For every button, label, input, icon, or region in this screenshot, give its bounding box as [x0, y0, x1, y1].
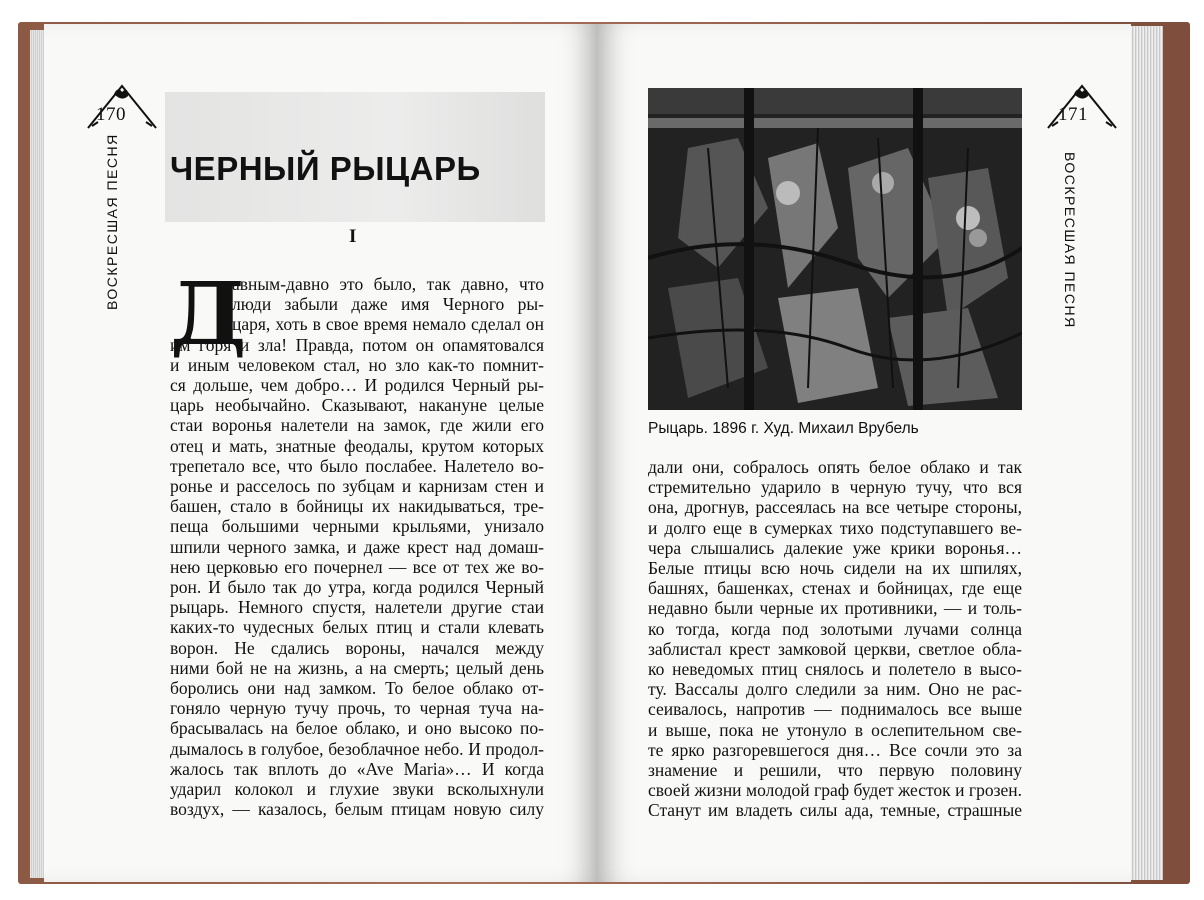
text-line: боролись они над замком. То белое облако от-: [170, 678, 544, 698]
text-line: стремительно ударило в черную тучу, что вся: [648, 477, 1022, 498]
text-line: ударил колокол и глухие звуки всколыхнули: [170, 779, 544, 799]
text-line: и выше, пока не утонуло в ослепительном све-: [648, 719, 1022, 740]
vrubel-stained-glass-image: [648, 88, 1022, 410]
text-line: отец и мать, знатные феодалы, крутом которых: [170, 435, 544, 456]
text-line: нею церковью его почернел — все от тех же во-: [170, 556, 544, 577]
text-line: заблистал крест замковой церкви, светлое обла-: [648, 638, 1022, 659]
text-line: рыцарь. Немного спустя, налетели другие стаи: [170, 597, 544, 618]
page-stack-right: [1131, 26, 1163, 880]
text-line: царя, хоть в свое время немало сделал он: [232, 314, 544, 335]
text-line: знамение и решили, что первую половину: [648, 760, 1022, 780]
chapter-title: ЧЕРНЫЙ РЫЦАРЬ: [170, 150, 481, 187]
text-line: ко тогда, когда под золотыми лучами солнца: [648, 618, 1022, 639]
text-line: дымалось в голубое, безоблачное небо. И продол-: [170, 738, 544, 759]
text-line: те ярко разгоревшегося дня… Все сочли это за: [648, 739, 1022, 760]
text-line: и иным человеком стал, но зло как-то помнит-: [170, 354, 544, 375]
text-line: стаи воронья налетели на замок, где жили его: [170, 415, 544, 436]
text-line: она, дрогнув, рассеялась на все четыре стороны,: [648, 497, 1022, 518]
text-line: сеивалось, напротив — поднималось все выше: [648, 699, 1022, 720]
text-line: люди забыли даже имя Черного ры-: [232, 294, 544, 315]
chapter-number: I: [349, 226, 357, 247]
text-line: ко неведомых птиц снялось и полетело в высо-: [648, 659, 1022, 679]
running-head-right: ВОСКРЕСШАЯ ПЕСНЯ: [1062, 152, 1078, 329]
text-line: ся дольше, чем добро… И родился Черный ры-: [170, 375, 544, 395]
text-line: трепетало все, что было послабее. Налетело во-: [170, 455, 544, 476]
text-line: ворон. Не сдались вороны, начался между: [170, 637, 544, 658]
text-line: воздух, — казалось, белым птицам новую силу: [170, 799, 544, 820]
figure-caption: Рыцарь. 1896 г. Худ. Михаил Врубель: [648, 420, 919, 437]
drop-cap: Д: [170, 264, 247, 365]
text-line: башнях, башенках, стенах и бойницах, где еще: [648, 578, 1022, 599]
text-line: пеща большими черными крыльями, унизало: [170, 516, 544, 537]
text-line: гоняло черную тучу прочь, то черная туча на-: [170, 698, 544, 719]
text-line: и долго еще в сумерках тихо подступавшего ве-: [648, 517, 1022, 538]
text-line: башен, стало в бойницы их накидываться, тре-: [170, 496, 544, 517]
text-line: Белые птицы всю ночь сидели на их шпилях,: [648, 558, 1022, 578]
text-line: дали они, собралось опять белое облако и так: [648, 457, 1022, 477]
text-line: своей жизни молодой граф будет жесток и грозен.: [648, 780, 1022, 801]
text-line: чера слышались далекие уже крики воронья…: [648, 537, 1022, 558]
text-line: ронье и расселось по зубцам и карнизам стен и: [170, 476, 544, 496]
text-line: Станут им владеть силы ада, темные, страшные: [648, 800, 1022, 821]
text-line: рон. И было так до утра, когда родился Черный: [170, 577, 544, 597]
page-number-left: 170: [96, 104, 126, 125]
text-line: жалось так вплоть до «Ave Maria»… И когда: [170, 758, 544, 779]
text-line: каких-то чудесных белых птиц и стали клевать: [170, 617, 544, 638]
text-line: шпили черного замка, и даже крест над домаш-: [170, 536, 544, 557]
running-head-left: ВОСКРЕСШАЯ ПЕСНЯ: [104, 133, 120, 310]
text-line: недавно были черные их противники, — и толь-: [648, 598, 1022, 619]
text-line: ними бой не на жизнь, а на смерть; целый день: [170, 657, 544, 678]
text-line: брасывалась на белое облако, и оно высоко по-: [170, 718, 544, 739]
text-line: им горя и зла! Правда, потом он опамятовался: [170, 334, 544, 355]
text-line: царь необычайно. Сказывают, накануне целые: [170, 395, 544, 416]
text-line: ту. Вассалы долго следили за ним. Оно не рас-: [648, 679, 1022, 700]
text-line: авным-давно это было, так давно, что: [232, 274, 544, 294]
page-number-right: 171: [1058, 104, 1088, 125]
